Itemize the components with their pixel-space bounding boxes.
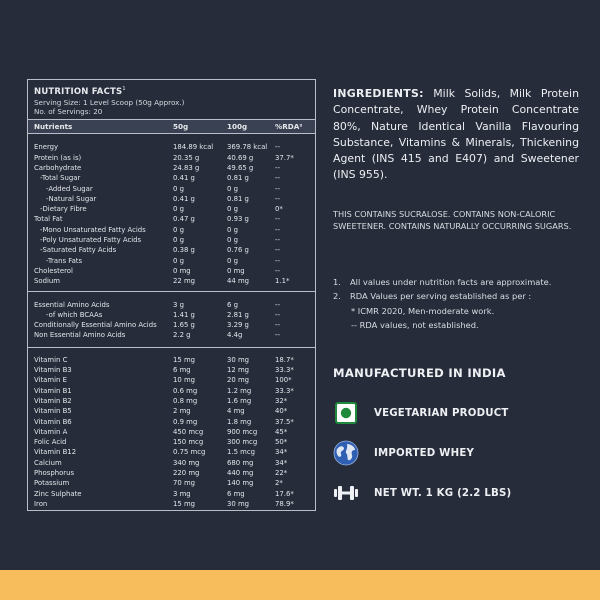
nutrient-name: Total Fat: [34, 215, 63, 224]
nutrient-row: [28, 375, 315, 385]
nutrient-name: -Mono Unsaturated Fatty Acids: [40, 225, 146, 234]
footnote-icmr: * ICMR 2020, Men-moderate work.: [351, 305, 495, 316]
nutrient-name: Vitamin C: [34, 355, 68, 364]
value-100g: 1.5 mcg: [227, 448, 256, 457]
value-100g: 6 g: [227, 300, 238, 309]
nutrient-name: -Saturated Fatty Acids: [40, 246, 117, 255]
nutrient-name: -Added Sugar: [46, 184, 93, 193]
value-50g: 0.38 g: [173, 246, 195, 255]
value-rda: --: [275, 225, 280, 234]
nutrient-row: [28, 245, 315, 255]
value-100g: 0 g: [227, 236, 238, 245]
nutrient-name: -Trans Fats: [46, 256, 83, 265]
nutrient-row: [28, 437, 315, 447]
value-100g: 4.4g: [227, 331, 243, 340]
bottom-accent-bar: [0, 570, 600, 600]
value-100g: 1.8 mg: [227, 417, 252, 426]
value-rda: 33.3*: [275, 366, 294, 375]
nutrient-name: Iron: [34, 499, 48, 508]
value-50g: 220 mg: [173, 468, 200, 477]
value-50g: 0.9 mg: [173, 417, 198, 426]
value-50g: 0 g: [173, 236, 184, 245]
col-100g: 100g: [227, 122, 248, 132]
value-rda: 0*: [275, 205, 283, 214]
manufactured-in-india: MANUFACTURED IN INDIA: [333, 366, 506, 380]
value-50g: 15 mg: [173, 355, 196, 364]
serving-size: Serving Size: 1 Level Scoop (50g Approx.): [34, 97, 185, 107]
col-rda: %RDA²: [275, 122, 303, 132]
value-100g: 300 mcg: [227, 438, 258, 447]
value-50g: 150 mcg: [173, 438, 204, 447]
value-rda: --: [275, 215, 280, 224]
nutrient-row: [28, 416, 315, 426]
ingredients-label: INGREDIENTS:: [333, 87, 424, 100]
value-100g: 30 mg: [227, 355, 250, 364]
feature-vegetarian: [333, 399, 509, 427]
value-50g: 0.8 mg: [173, 396, 198, 405]
nutrition-header: [28, 80, 315, 119]
nutrient-row: [28, 365, 315, 375]
value-100g: 49.65 g: [227, 163, 254, 172]
nutrient-name: Folic Acid: [34, 438, 67, 447]
value-50g: 450 mcg: [173, 427, 204, 436]
nutrient-row: [28, 320, 315, 330]
value-50g: 0.6 mg: [173, 386, 198, 395]
value-50g: 2 mg: [173, 407, 191, 416]
footnote-2: 2. RDA Values per serving established as per :: [333, 291, 532, 302]
nutrient-name: Vitamin B1: [34, 386, 72, 395]
dumbbell-icon: [333, 480, 359, 506]
nutrient-name: Potassium: [34, 479, 70, 488]
value-50g: 0.75 mcg: [173, 448, 206, 457]
nutrient-name: Vitamin B12: [34, 448, 77, 457]
nutrition-title: NUTRITION FACTS$^1$: [34, 86, 126, 97]
value-50g: 2.2 g: [173, 331, 191, 340]
value-100g: 0 mg: [227, 266, 245, 275]
col-50g: 50g: [173, 122, 189, 132]
nutrient-row: [28, 225, 315, 235]
value-100g: 44 mg: [227, 277, 250, 286]
value-50g: 184.89 kcal: [173, 143, 214, 152]
value-50g: 6 mg: [173, 366, 191, 375]
macronutrient-rows: [28, 134, 315, 291]
value-rda: 34*: [275, 448, 288, 457]
nutrient-row: [28, 299, 315, 309]
value-rda: --: [275, 266, 280, 275]
nutrient-name: -Poly Unsaturated Fatty Acids: [40, 236, 142, 245]
nutrient-row: [28, 468, 315, 478]
value-rda: 34*: [275, 458, 288, 467]
footnotes: [333, 275, 583, 333]
value-100g: 3.29 g: [227, 321, 249, 330]
value-rda: 17.6*: [275, 489, 294, 498]
feature-imported-whey: [333, 439, 474, 467]
nutrient-name: Carbohydrate: [34, 163, 82, 172]
value-100g: 0.81 g: [227, 174, 249, 183]
ingredients-text: INGREDIENTS: Milk Solids, Milk Protein Concentrate, Whey Protein Concentrate 80%, Nature Identical Vanilla Flavouring Substance, Vitamins & Minerals, Thickening Agent (INS 415 and E407) and Sweetener (INS 955).: [333, 87, 579, 182]
nutrient-row: [28, 142, 315, 152]
nutrient-row: [28, 266, 315, 276]
value-rda: --: [275, 163, 280, 172]
value-50g: 0 g: [173, 205, 184, 214]
nutrient-row: [28, 256, 315, 266]
value-50g: 1.41 g: [173, 310, 195, 319]
value-rda: --: [275, 331, 280, 340]
value-100g: 900 mcg: [227, 427, 258, 436]
value-rda: 2*: [275, 479, 283, 488]
nutrient-row: [28, 478, 315, 488]
value-50g: 22 mg: [173, 277, 196, 286]
value-rda: --: [275, 184, 280, 193]
nutrient-name: Vitamin E: [34, 376, 67, 385]
value-50g: 0.41 g: [173, 194, 195, 203]
nutrient-name: Energy: [34, 143, 59, 152]
nutrient-row: [28, 194, 315, 204]
micronutrient-rows: [28, 348, 315, 509]
value-100g: 4 mg: [227, 407, 245, 416]
value-rda: 100*: [275, 376, 292, 385]
value-100g: 440 mg: [227, 468, 254, 477]
nutrient-row: [28, 396, 315, 406]
value-rda: 1.1*: [275, 277, 290, 286]
nutrient-row: [28, 204, 315, 214]
value-rda: 22*: [275, 468, 288, 477]
value-100g: 40.69 g: [227, 153, 254, 162]
nutrient-row: [28, 488, 315, 498]
value-50g: 24.83 g: [173, 163, 200, 172]
value-50g: 0 mg: [173, 266, 191, 275]
nutrient-row: [28, 163, 315, 173]
value-50g: 0 g: [173, 256, 184, 265]
value-rda: 45*: [275, 427, 288, 436]
value-50g: 0 g: [173, 184, 184, 193]
value-100g: 140 mg: [227, 479, 254, 488]
feature-label: VEGETARIAN PRODUCT: [374, 407, 509, 419]
value-50g: 0 g: [173, 225, 184, 234]
nutrient-row: [28, 499, 315, 509]
feature-label: IMPORTED WHEY: [374, 447, 475, 459]
col-nutrients: Nutrients: [34, 122, 73, 132]
value-50g: 1.65 g: [173, 321, 195, 330]
value-50g: 10 mg: [173, 376, 196, 385]
value-rda: --: [275, 143, 280, 152]
value-100g: 0.93 g: [227, 215, 249, 224]
footnote-1: 1. All values under nutrition facts are approximate.: [333, 277, 552, 287]
nutrient-name: Calcium: [34, 458, 62, 467]
value-rda: 40*: [275, 407, 288, 416]
value-rda: 78.9*: [275, 499, 294, 508]
nutrient-name: -Dietary Fibre: [40, 205, 87, 214]
value-100g: 680 mg: [227, 458, 254, 467]
value-50g: 0.47 g: [173, 215, 195, 224]
nutrient-row: [28, 183, 315, 193]
value-50g: 15 mg: [173, 499, 196, 508]
value-100g: 30 mg: [227, 499, 250, 508]
nutrient-row: [28, 276, 315, 286]
nutrient-name: -Natural Sugar: [46, 194, 97, 203]
feature-label: NET WT. 1 KG (2.2 LBS): [374, 487, 512, 499]
footnote-rda-na: -- RDA values, not established.: [351, 320, 479, 331]
value-50g: 3 g: [173, 300, 184, 309]
value-100g: 1.2 mg: [227, 386, 252, 395]
value-100g: 0 g: [227, 225, 238, 234]
nutrient-name: Sodium: [34, 277, 60, 286]
nutrient-name: Cholesterol: [34, 266, 73, 275]
nutrition-column-header: [28, 119, 315, 134]
nutrient-name: Zinc Sulphate: [34, 489, 82, 498]
value-100g: 0.76 g: [227, 246, 249, 255]
nutrient-name: Vitamin B6: [34, 417, 72, 426]
nutrient-name: Essential Amino Acids: [34, 300, 110, 309]
value-50g: 20.35 g: [173, 153, 200, 162]
value-100g: 0 g: [227, 256, 238, 265]
globe-icon: [333, 440, 359, 466]
nutrient-row: [28, 406, 315, 416]
value-100g: 369.78 kcal: [227, 143, 268, 152]
nutrient-name: Phosphorus: [34, 468, 75, 477]
value-100g: 20 mg: [227, 376, 250, 385]
servings-count: No. of Servings: 20: [34, 107, 103, 117]
nutrient-name: Vitamin A: [34, 427, 68, 436]
value-100g: 1.6 mg: [227, 396, 252, 405]
nutrient-row: [28, 458, 315, 468]
feature-net-weight: [333, 479, 511, 507]
nutrient-row: [28, 235, 315, 245]
nutrient-name: Vitamin B3: [34, 366, 72, 375]
nutrient-name: Non Essential Amino Acids: [34, 331, 126, 340]
title-footnote-mark: 1: [122, 86, 126, 92]
value-rda: --: [275, 236, 280, 245]
nutrient-row: [28, 385, 315, 395]
nutrient-row: [28, 214, 315, 224]
value-rda: 37.7*: [275, 153, 294, 162]
value-rda: --: [275, 174, 280, 183]
value-rda: --: [275, 300, 280, 309]
value-100g: 12 mg: [227, 366, 250, 375]
value-rda: --: [275, 256, 280, 265]
value-100g: 6 mg: [227, 489, 245, 498]
nutrient-row: [28, 355, 315, 365]
value-rda: 18.7*: [275, 355, 294, 364]
nutrient-row: [28, 447, 315, 457]
nutrient-row: [28, 427, 315, 437]
nutrient-name: Vitamin B2: [34, 396, 72, 405]
value-100g: 0 g: [227, 184, 238, 193]
nutrient-row: [28, 153, 315, 163]
value-rda: --: [275, 321, 280, 330]
nutrient-row: [28, 173, 315, 183]
value-rda: 33.3*: [275, 386, 294, 395]
value-rda: 32*: [275, 396, 288, 405]
value-50g: 3 mg: [173, 489, 191, 498]
nutrient-name: Conditionally Essential Amino Acids: [34, 321, 157, 330]
nutrient-name: -Total Sugar: [40, 174, 81, 183]
value-rda: 50*: [275, 438, 288, 447]
sweetener-warning: THIS CONTAINS SUCRALOSE. CONTAINS NON-CALORIC SWEETENER. CONTAINS NATURALLY OCCURRING SUGARS.: [333, 209, 572, 232]
value-rda: --: [275, 310, 280, 319]
amino-acid-rows: [28, 292, 315, 346]
nutrient-row: [28, 330, 315, 340]
nutrient-name: Protein (as is): [34, 153, 82, 162]
value-100g: 0.81 g: [227, 194, 249, 203]
value-50g: 0.41 g: [173, 174, 195, 183]
value-100g: 0 g: [227, 205, 238, 214]
value-rda: 37.5*: [275, 417, 294, 426]
ingredients-block: [333, 86, 579, 184]
nutrient-name: Vitamin B5: [34, 407, 72, 416]
nutrient-name: -of which BCAAs: [46, 310, 103, 319]
value-rda: --: [275, 246, 280, 255]
value-rda: --: [275, 194, 280, 203]
nutrient-row: [28, 310, 315, 320]
nutrition-facts-panel: [27, 79, 316, 511]
veg-symbol-icon: [333, 400, 359, 426]
value-100g: 2.81 g: [227, 310, 249, 319]
value-50g: 340 mg: [173, 458, 200, 467]
value-50g: 70 mg: [173, 479, 196, 488]
